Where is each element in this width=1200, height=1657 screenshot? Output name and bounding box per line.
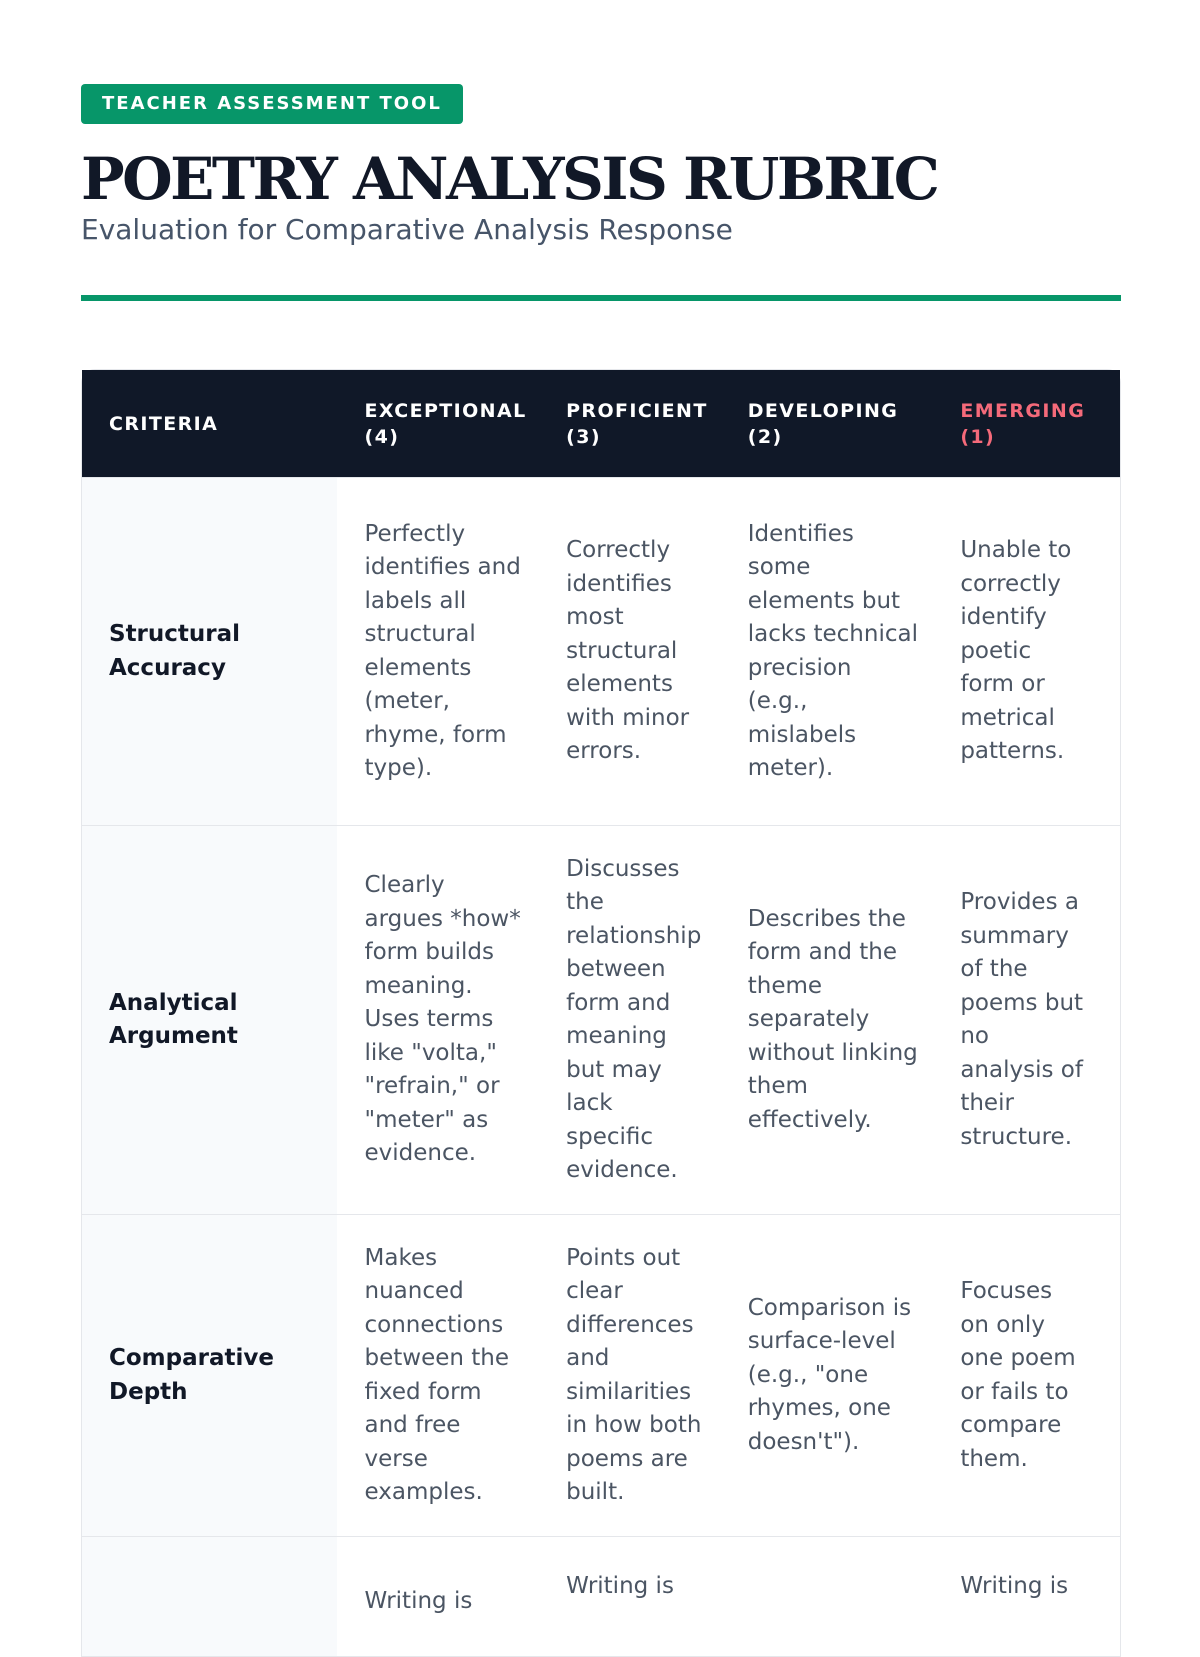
proficient-cell xyxy=(543,478,726,825)
developing-text: Describes the form and the theme separately without linking them effectively. xyxy=(747,905,918,1133)
proficient-text: Correctly identifies most structural elements with minor errors. xyxy=(566,537,690,765)
table-row-comparative-depth xyxy=(82,1214,1120,1536)
assessment-tool-tag: TEACHER ASSESSMENT TOOL xyxy=(81,84,463,124)
proficient-text: Points out clear differences and similarities in how both poems are built. xyxy=(566,1244,702,1505)
developing-text: Identifies some elements but lacks technical precision (e.g., mislabels meter). xyxy=(747,520,918,781)
column-header-emerging: EMERGING (1) xyxy=(960,399,1086,448)
developing-cell xyxy=(726,1215,939,1536)
table-row-structural-accuracy xyxy=(82,477,1120,825)
table-row-partial xyxy=(82,1536,1120,1656)
criteria-cell xyxy=(82,826,337,1214)
proficient-cell xyxy=(543,1537,726,1656)
criteria-cell xyxy=(82,1537,337,1656)
developing-cell xyxy=(726,478,939,825)
rubric-header-row xyxy=(82,370,1120,477)
emerging-text: Unable to correctly identify poetic form or metrical patterns. xyxy=(960,537,1072,765)
developing-text: Comparison is surface-level (e.g., "one rhymes, one doesn't"). xyxy=(747,1294,912,1455)
exceptional-text: Writing is xyxy=(364,1588,473,1614)
emerging-cell xyxy=(938,1537,1120,1656)
emerging-cell xyxy=(938,478,1120,825)
page-subtitle: Evaluation for Comparative Analysis Response xyxy=(81,213,733,246)
exceptional-cell xyxy=(337,826,544,1214)
proficient-cell xyxy=(543,1215,726,1536)
column-header-proficient: PROFICIENT (3) xyxy=(566,399,708,448)
criteria-label: Comparative Depth xyxy=(109,1345,274,1405)
proficient-cell xyxy=(543,826,726,1214)
emerging-text: Writing is xyxy=(960,1573,1069,1599)
header-divider xyxy=(81,295,1121,301)
exceptional-text: Perfectly identifies and labels all structural elements (meter, rhyme, form type). xyxy=(364,520,521,781)
developing-cell xyxy=(726,1537,939,1656)
proficient-text: Writing is xyxy=(566,1573,674,1599)
column-header-developing: DEVELOPING (2) xyxy=(747,399,899,448)
page-title: POETRY ANALYSIS RUBRIC xyxy=(81,145,938,213)
criteria-cell xyxy=(82,1215,337,1536)
exceptional-cell xyxy=(337,1215,544,1536)
table-row-analytical-argument xyxy=(82,825,1120,1214)
column-header-criteria: CRITERIA xyxy=(109,412,219,435)
page xyxy=(81,84,1121,1657)
rubric-table xyxy=(81,369,1121,1657)
column-header-exceptional: EXCEPTIONAL (4) xyxy=(364,399,527,448)
exceptional-cell xyxy=(337,1537,544,1656)
proficient-text: Discusses the relationship between form and meaning but may lack specific evidence. xyxy=(566,855,702,1183)
emerging-text: Provides a summary of the poems but no analysis of their structure. xyxy=(960,889,1084,1150)
criteria-cell xyxy=(82,478,337,825)
emerging-cell xyxy=(938,1215,1120,1536)
emerging-cell xyxy=(938,826,1120,1214)
exceptional-cell xyxy=(337,478,544,825)
emerging-text: Focuses on only one poem or fails to compare them. xyxy=(960,1278,1076,1472)
exceptional-text: Makes nuanced connections between the fixed form and free verse examples. xyxy=(364,1244,510,1505)
exceptional-text: Clearly argues *how* form builds meaning. Uses terms like "volta," "refrain," or "meter" as evidence. xyxy=(364,872,521,1167)
criteria-label: Structural Accuracy xyxy=(109,621,241,681)
criteria-label: Analytical Argument xyxy=(109,989,238,1049)
developing-cell xyxy=(726,826,939,1214)
